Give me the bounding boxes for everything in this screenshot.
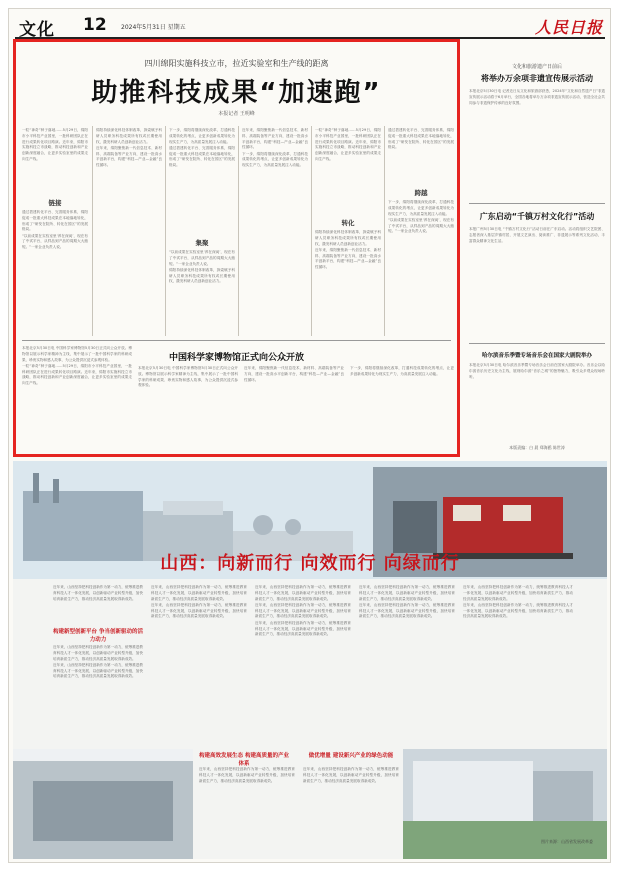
chimney — [53, 479, 59, 503]
section-name: 文化 — [19, 20, 55, 40]
column-divider — [238, 126, 239, 336]
column-divider — [311, 126, 312, 336]
factory-building — [413, 761, 533, 821]
story3-body: 本报北京5月30日电 哈尔滨音乐季暨专场音乐会日前在国家大剧院举办。音乐会以哈尔滨音乐历史文化为主线，展现哈尔滨“音乐之城”的独特魅力，吸引众多观众现场聆听。 — [469, 363, 605, 379]
article-column: 一粒“神奇”种子落地……5月29日，绵阳市小平科技产业园里，一批科研团队正在进行成果转化项目路演。近年来，绵阳市实施科技立市战略，推动科技创新和产业创新深度融合，让更多实验室里的成果走向生产线。 — [22, 128, 88, 161]
article-column: 通过搭建转化平台、完善服务体系，绵阳促成一批重大科技成果在本地落地转化，形成了“研发在院所、转化在园区”的发展格局。 — [388, 128, 454, 150]
article-byline: 本报记者 王明峰 — [218, 111, 255, 117]
story2-body: 本报广州5月30日电 “千镇万村文化行”活动日前在广东启动。活动将组织文艺院团、志愿者深入基层乡镇村居，开展文艺演出、阅读推广、非遗展示等系列文化活动，丰富群众精神文化生活。 — [469, 227, 605, 243]
article-column: 下一步，绵阳将继续深化改革，打通科技成果转化的堵点，让更多创新成果转化为现实生产力，为高质量发展注入动能。 “以前成果在实验室里‘养在深闺’，现在有了中试平台，从样品到产品的周期大大缩短。”一家企业负责人说。 — [388, 200, 454, 234]
special-column: 近年来，山西坚持把科技创新作为第一动力，统筹推进教育科技人才一体化发展，以创新驱动产业转型升级，加快培育新质生产力，推动经济高质量发展取得新成效。 — [199, 767, 295, 783]
masthead — [15, 15, 605, 39]
special-column: 近年来，山西坚持把科技创新作为第一动力，统筹推进教育科技人才一体化发展，以创新驱动产业转型升级，加快培育新质生产力，推动经济高质量发展取得新成效。 近年来，山西坚持把科技创新作为第一动力，统筹推进教育科技人才一体化发展，以创新驱动产业转型升级，加快培育新质生产力，推动经济高质量发展取得新成效。 — [151, 585, 247, 619]
article-kicker: 四川绵阳实施科技立市，拉近实验室和生产线的距离 — [144, 59, 329, 68]
article-column: 一粒“神奇”种子落地……5月29日，绵阳市小平科技产业园里，一批科研团队正在进行成果转化项目路演。近年来，绵阳市实施科技立市战略，推动科技创新和产业创新深度融合，让更多实验室里的成果走向生产线。 — [315, 128, 381, 161]
page-number: 12 — [83, 15, 107, 35]
page-editors-credit: 本版责编：白 晨 郑海鸥 陈世涛 — [509, 445, 565, 450]
story1-body: 本报北京5月30日电 记者近日从文化和旅游部获悉，2024年“文化和自然遗产日”非遗宣传展示活动将于6月举行，全国各地将举办万余项非遗宣传展示活动，营造全社会共同参与非遗保护传承的良好氛围。 — [469, 89, 605, 105]
issue-date: 2024年5月31日 星期五 — [121, 24, 186, 31]
story1-kicker: 文化和旅游遗产日前后 — [511, 64, 562, 70]
article-column: 通过搭建转化平台、完善服务体系，绵阳促成一批重大科技成果在本地落地转化，形成了“研发在院所、转化在园区”的发展格局。 “以前成果在实验室里‘养在深闺’，现在有了中试平台，从样品到产品的周期大大缩短。”一家企业负责人说。 — [22, 210, 88, 250]
special-column: 近年来，山西坚持把科技创新作为第一动力，统筹推进教育科技人才一体化发展，以创新驱动产业转型升级，加快培育新质生产力，推动经济高质量发展取得新成效。 近年来，山西坚持把科技创新作为第一动力，统筹推进教育科技人才一体化发展，以创新驱动产业转型升级，加快培育新质生产力，推动经济高质量发展取得新成效。 近年来，山西坚持把科技创新作为第一动力，统筹推进教育科技人才一体化发展，以创新驱动产业转型升级，加快培育新质生产力，推动经济高质量发展取得新成效。 — [255, 585, 351, 637]
special-column: 近年来，山西坚持把科技创新作为第一动力，统筹推进教育科技人才一体化发展，以创新驱动产业转型升级，加快培育新质生产力，推动经济高质量发展取得新成效。 近年来，山西坚持把科技创新作为第一动力，统筹推进教育科技人才一体化发展，以创新驱动产业转型升级，加快培育新质生产力，推动经济高质量发展取得新成效。 — [359, 585, 455, 619]
train-window — [453, 505, 481, 521]
article-column: 近年来，绵阳聚焦新一代信息技术、新材料、高端装备等产业方向，建设一批高水平创新平台，构建“科技—产业—金融”良性循环。 下一步，绵阳将继续深化改革，打通科技成果转化的堵点，让更多创新成果转化为现实生产力，为高质量发展注入动能。 — [242, 128, 308, 168]
article-subhead: 集聚 — [195, 239, 209, 247]
article-column: 绵阳持续深化科技体制改革，探索赋予科研人员职务科技成果所有权或长期使用权，激发科研人员创新创业活力。 近年来，绵阳聚焦新一代信息技术、新材料、高端装备等产业方向，建设一批高水平创新平台，构建“科技—产业—金融”良性循环。 — [315, 230, 381, 270]
article-subhead: 链接 — [48, 199, 62, 207]
machinery — [33, 781, 173, 841]
special-column: 近年来，山西坚持把科技创新作为第一动力，统筹推进教育科技人才一体化发展，以创新驱动产业转型升级，加快培育新质生产力，推动经济高质量发展取得新成效。 — [303, 767, 399, 783]
newspaper-logo: 人民日报 — [534, 18, 603, 37]
column-divider — [92, 126, 93, 336]
special-column: 近年来，山西坚持把科技创新作为第一动力，统筹推进教育科技人才一体化发展，以创新驱动产业转型升级，加快培育新质生产力，推动经济高质量发展取得新成效。 近年来，山西坚持把科技创新作为第一动力，统筹推进教育科技人才一体化发展，以创新驱动产业转型升级，加快培育新质生产力，推动经济高质量发展取得新成效。 — [53, 645, 143, 679]
article-subhead: 转化 — [341, 219, 355, 227]
highlighted-feature-article[interactable] — [13, 39, 460, 457]
factory-roof — [163, 501, 223, 515]
shanxi-special-section — [13, 461, 607, 859]
story-divider — [469, 343, 605, 344]
special-image-credit: 图片来源：山西省发展改革委 — [541, 839, 593, 844]
special-subhead: 构建新型创新平台 争当创新驱动的活力动力 — [53, 629, 143, 643]
column-divider — [165, 126, 166, 336]
special-subhead: 构建高效发展生态 构建高质量的产业体系 — [199, 753, 289, 767]
factory-building — [533, 771, 593, 821]
article-column: 下一步，绵阳将继续深化改革，打通科技成果转化的堵点，让更多创新成果转化为现实生产力，为高质量发展注入动能。 通过搭建转化平台、完善服务体系，绵阳促成一批重大科技成果在本地落地转化，形成了“研发在院所、转化在园区”的发展格局。 — [169, 128, 235, 168]
column-divider — [384, 126, 385, 336]
storage-tank — [253, 515, 273, 535]
second-story-column: 下一步，绵阳将继续深化改革，打通科技成果转化的堵点，让更多创新成果转化为现实生产力，为高质量发展注入动能。 — [350, 366, 454, 376]
storage-tank — [285, 519, 301, 535]
freight-wagon — [393, 501, 437, 553]
story2-title: 广东启动“千镇万村文化行”活动 — [479, 212, 595, 221]
story1-title: 将举办万余项非遗宣传展示活动 — [481, 74, 593, 83]
right-news-column — [467, 39, 607, 457]
special-column: 近年来，山西坚持把科技创新作为第一动力，统筹推进教育科技人才一体化发展，以创新驱动产业转型升级，加快培育新质生产力，推动经济高质量发展取得新成效。 — [53, 585, 143, 601]
chimney — [33, 473, 39, 503]
special-subhead: 做优增量 建设新兴产业的绿色动能 — [308, 753, 394, 759]
second-story-lead: 本报北京5月30日电 中国科学家博物馆5月30日正式向公众开放。博物馆以展示科学家精神为主线，集中展示了一批中国科学家的科研成果、珍贵实物和感人故事，为公众提供沉浸式参观体验。 一粒“神奇”种子落地……5月29日，绵阳市小平科技产业园里，一批科研团队正在进行成果转化项目路演。近年来，绵阳市实施科技立市战略，推动科技创新和产业创新深度融合，让更多实验室里的成果走向生产线。 — [22, 346, 132, 386]
special-section-title: 山西：向新而行 向效而行 向绿而行 — [160, 553, 460, 574]
article-column: 绵阳持续深化科技体制改革，探索赋予科研人员职务科技成果所有权或长期使用权，激发科研人员创新创业活力。 近年来，绵阳聚焦新一代信息技术、新材料、高端装备等产业方向，建设一批高水平创新平台，构建“科技—产业—金融”良性循环。 — [96, 128, 162, 168]
second-story-column: 近年来，绵阳聚焦新一代信息技术、新材料、高端装备等产业方向，建设一批高水平创新平台，构建“科技—产业—金融”良性循环。 — [244, 366, 344, 382]
story-divider — [469, 203, 605, 204]
special-column: 近年来，山西坚持把科技创新作为第一动力，统筹推进教育科技人才一体化发展，以创新驱动产业转型升级，加快培育新质生产力，推动经济高质量发展取得新成效。 近年来，山西坚持把科技创新作为第一动力，统筹推进教育科技人才一体化发展，以创新驱动产业转型升级，加快培育新质生产力，推动经济高质量发展取得新成效。 — [463, 585, 573, 619]
article-subhead: 跨越 — [414, 189, 428, 197]
article-column: “以前成果在实验室里‘养在深闺’，现在有了中试平台，从样品到产品的周期大大缩短。”一家企业负责人说。 绵阳持续深化科技体制改革，探索赋予科研人员职务科技成果所有权或长期使用权，激发科研人员创新创业活力。 — [169, 250, 235, 284]
second-story-column: 本报北京5月30日电 中国科学家博物馆5月30日正式向公众开放。博物馆以展示科学家精神为主线，集中展示了一批中国科学家的科研成果、珍贵实物和感人故事，为公众提供沉浸式参观体验。 — [138, 366, 238, 388]
story-divider — [22, 340, 451, 341]
train-window — [503, 505, 531, 521]
story3-title: 哈尔滨音乐季暨专场音乐会在国家大剧院举办 — [481, 353, 592, 359]
newspaper-page — [8, 8, 611, 863]
second-story-title: 中国科学家博物馆正式向公众开放 — [168, 353, 304, 363]
article-headline: 助推科技成果“加速跑” — [91, 78, 382, 108]
